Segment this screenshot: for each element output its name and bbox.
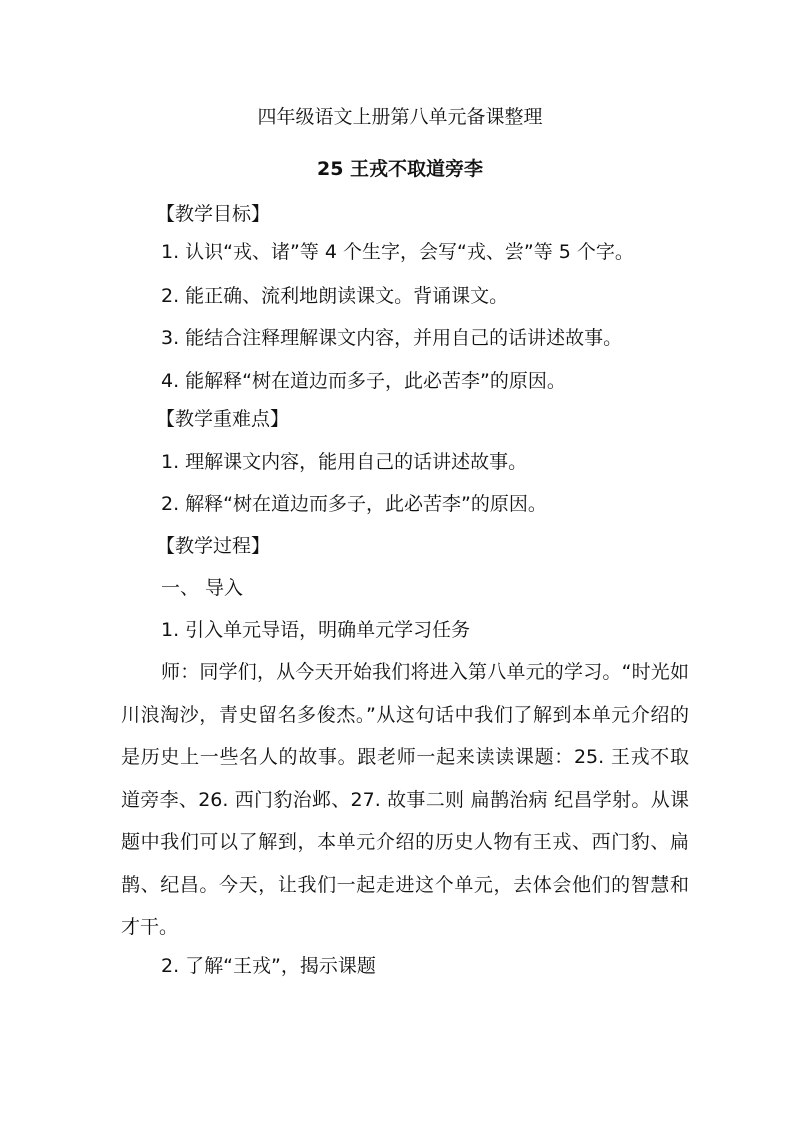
- objective-item-3: 3. 能结合注释理解课文内容，并用自己的话讲述故事。: [161, 327, 623, 349]
- key-point-item-1: 1. 理解课文内容，能用自己的话讲述故事。: [161, 451, 528, 473]
- lesson-title: 25 王戎不取道旁李: [316, 158, 484, 180]
- objective-item-4: 4. 能解释“树在道边而多子，此必苦李”的原因。: [161, 370, 566, 392]
- section-heading-key-points: 【教学重难点】: [156, 408, 290, 430]
- teacher-paragraph: 师：同学们，从今天开始我们将进入第八单元的学习。“时光如川浪淘沙，青史留名多俊杰。”从这句话中我们了解到本单元介绍的是历史上一些名人的故事。跟老师一起来读读课题：25. 王戎不取道旁李、26. 西门豹治邺、27. 故事二则 扁鹊治病 纪昌学射。从课题中我们可以了解到，本单元介绍的历史人物有王戎、西门豹、扁鹊、纪昌。今天，让我们一起走进这个单元，去体会他们的智慧和才干。: [121, 661, 689, 938]
- objective-item-1: 1. 认识“戎、诸”等 4 个生字，会写“戎、尝”等 5 个字。: [161, 241, 634, 263]
- section-heading-process: 【教学过程】: [156, 535, 271, 557]
- document-header: 四年级语文上册第八单元备课整理: [257, 106, 543, 128]
- key-point-item-2: 2. 解释“树在道边而多子，此必苦李”的原因。: [161, 493, 547, 515]
- process-item-2: 2. 了解“王戎”，揭示课题: [161, 955, 376, 977]
- process-step-heading: 一、 导入: [161, 577, 244, 599]
- objective-item-2: 2. 能正确、流利地朗读课文。背诵课文。: [161, 285, 509, 307]
- section-heading-objectives: 【教学目标】: [156, 203, 271, 225]
- process-item-1: 1. 引入单元导语，明确单元学习任务: [161, 619, 471, 641]
